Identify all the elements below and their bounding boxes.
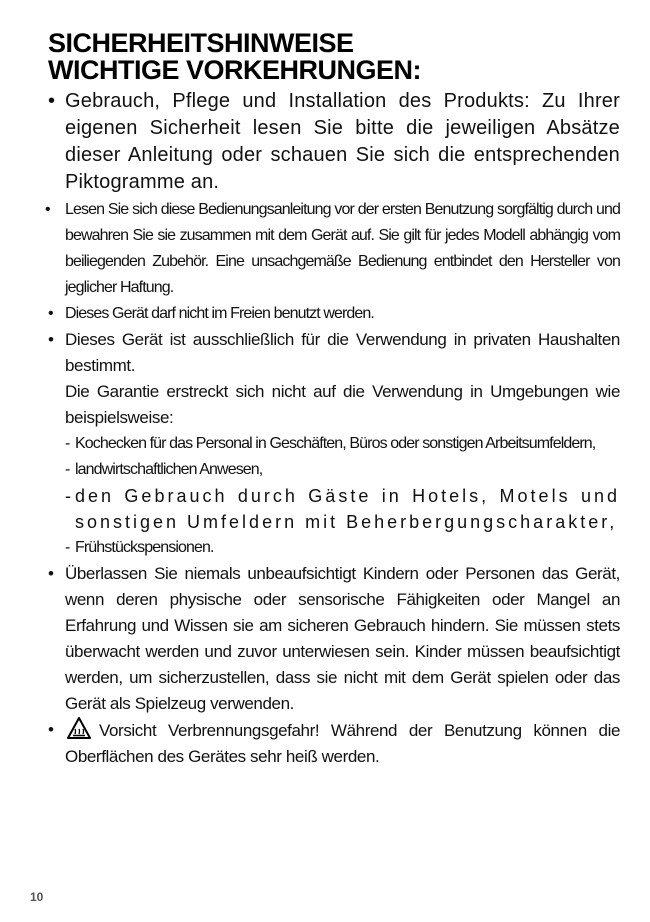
- dash: -: [65, 486, 74, 506]
- instructions-page: [45, 28, 620, 770]
- sub-item-text: Frühstückspensionen.: [75, 539, 214, 556]
- dash: -: [65, 539, 70, 556]
- sub-item-text: Kochecken für das Personal in Geschäften, Büros oder sonstigen Arbeitsumfeldern,: [75, 435, 596, 452]
- sub-item-3: [65, 483, 620, 535]
- list-item-6: [48, 717, 620, 770]
- item-text: Vorsicht Verbrennungsgefahr! Während der Benutzung können die Oberflächen des Gerätes sehr heiß werden.: [65, 721, 620, 766]
- item-text-continued: Die Garantie erstreckt sich nicht auf die Verwendung in Umgebungen wie beispielsweise:: [65, 382, 620, 427]
- bullet: •: [48, 90, 56, 112]
- sub-item-text: landwirtschaftlichen Anwesen,: [75, 461, 263, 478]
- sub-item-2: [65, 457, 620, 483]
- bullet: •: [48, 305, 53, 322]
- list-item-5: [48, 561, 620, 717]
- hot-surface-warning-icon: [67, 717, 91, 739]
- title-line-2: WICHTIGE VORKEHRUNGEN:: [48, 55, 421, 85]
- dash: -: [65, 435, 70, 452]
- item-text: Gebrauch, Pflege und Installation des Produkts: Zu Ihrer eigenen Sicherheit lesen Sie bitte die jeweiligen Absätze dieser Anleitung oder schauen Sie sich die entsprechenden Piktogramme an.: [65, 90, 620, 193]
- bullet: •: [45, 201, 50, 218]
- title-line-1: SICHERHEITSHINWEISE: [48, 28, 354, 58]
- item-text: Lesen Sie sich diese Bedienungsanleitung vor der ersten Benutzung sorgfältig durch und bewahren Sie sie zusammen mit dem Gerät auf. Sie gilt für jedes Modell abhängig vom beiliegenden Zubehör. Eine unsachgemäße Bedienung entbindet den Hersteller von jeglicher Haftung.: [65, 201, 620, 296]
- page-title: [48, 30, 620, 84]
- list-item-1: [48, 88, 620, 196]
- sub-item-1: [65, 431, 620, 457]
- sub-item-4: [65, 535, 620, 561]
- bullet: •: [48, 720, 54, 739]
- list-item-4: [48, 327, 620, 561]
- sub-list: [65, 431, 620, 561]
- bullet: •: [48, 330, 54, 349]
- dash: -: [65, 461, 70, 478]
- list-item-2: [45, 197, 620, 301]
- page-number: 10: [30, 890, 44, 904]
- sub-item-text: den Gebrauch durch Gäste in Hotels, Motels und sonstigen Umfeldern mit Beherbergungscharakter,: [75, 486, 620, 532]
- bullet: •: [48, 564, 54, 583]
- item-text: Dieses Gerät darf nicht im Freien benutzt werden.: [65, 305, 374, 322]
- list-item-3: [48, 301, 620, 327]
- safety-list: [45, 88, 620, 770]
- item-text: Überlassen Sie niemals unbeaufsichtigt Kindern oder Personen das Gerät, wenn deren physische oder sensorische Fähigkeiten oder Mangel an Erfahrung und Wissen sie am sicheren Gebrauch hindern. Sie müssen stets überwacht werden und zuvor unterwiesen sein. Kinder müssen beaufsichtigt werden, um sicherzustellen, dass sie nicht mit dem Gerät spielen oder das Gerät als Spielzeug verwenden.: [65, 564, 620, 713]
- item-text: Dieses Gerät ist ausschließlich für die Verwendung in privaten Haushalten bestimmt.: [65, 330, 620, 375]
